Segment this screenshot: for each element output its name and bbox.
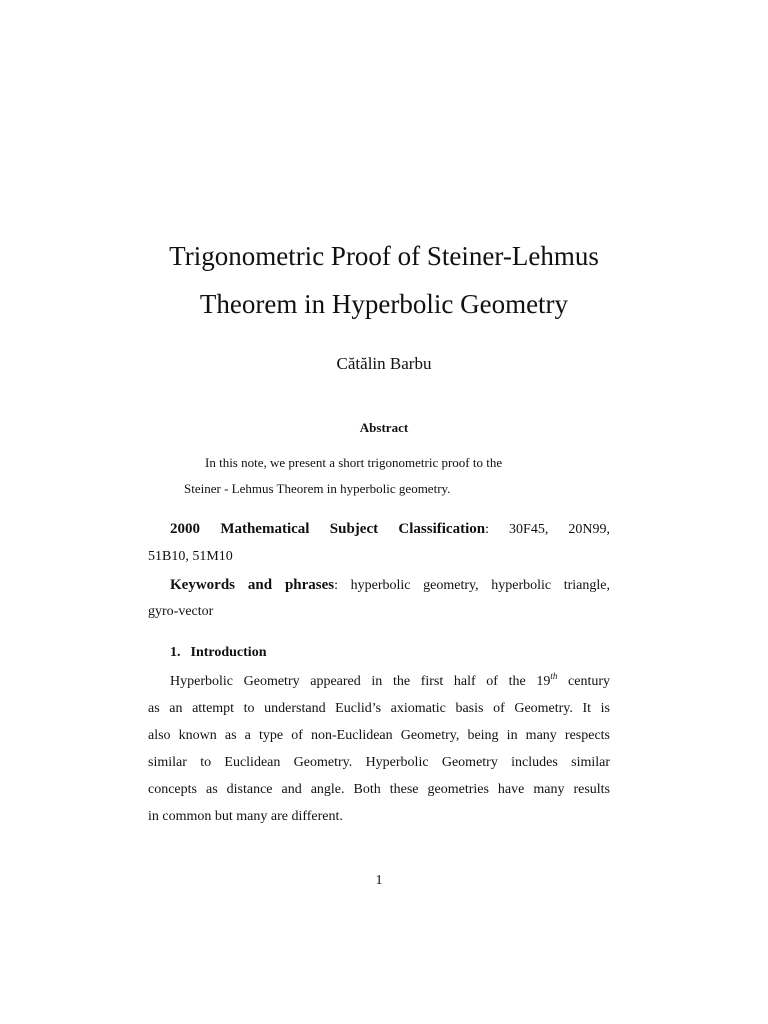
keywords-values: : hyperbolic geometry, hyperbolic triangle, — [334, 578, 610, 593]
page-number: 1 — [375, 873, 383, 888]
author-name: Cătălin Barbu — [336, 354, 432, 373]
section-title: Introduction — [190, 645, 267, 660]
ordinal-superscript: th — [550, 671, 558, 681]
abstract-line-2: Steiner - Lehmus Theorem in hyperbolic geometry. — [184, 481, 451, 496]
title-line-2: Theorem in Hyperbolic Geometry — [199, 289, 569, 319]
title-line-1: Trigonometric Proof of Steiner-Lehmus — [169, 241, 599, 271]
intro-line-6: in common but many are different. — [148, 809, 343, 824]
abstract-line-1: In this note, we present a short trigonometric proof to the — [205, 455, 503, 470]
classification-label: 2000 Mathematical Subject Classification — [170, 521, 486, 537]
classification-line-2: 51B10, 51M10 — [148, 549, 233, 564]
abstract-heading: Abstract — [359, 420, 409, 435]
keywords-line-1 — [170, 576, 610, 595]
section-number: 1. — [170, 645, 181, 660]
classification-values: : 30F45, 20N99, — [485, 522, 610, 537]
classification-line-1 — [170, 520, 610, 539]
intro-line-2: as an attempt to understand Euclid’s axiomatic basis of Geometry. It is — [148, 701, 610, 716]
keywords-label: Keywords and phrases — [170, 577, 335, 593]
keywords-line-2: gyro-vector — [148, 604, 214, 619]
intro-line-3: also known as a type of non-Euclidean Geometry, being in many respects — [148, 728, 610, 743]
intro-line-1: Hyperbolic Geometry appeared in the first half of the 19th century — [170, 671, 610, 689]
intro-line-5: concepts as distance and angle. Both these geometries have many results — [148, 782, 610, 797]
intro-line-4: similar to Euclidean Geometry. Hyperbolic Geometry includes similar — [148, 755, 610, 770]
section-heading — [170, 645, 266, 661]
